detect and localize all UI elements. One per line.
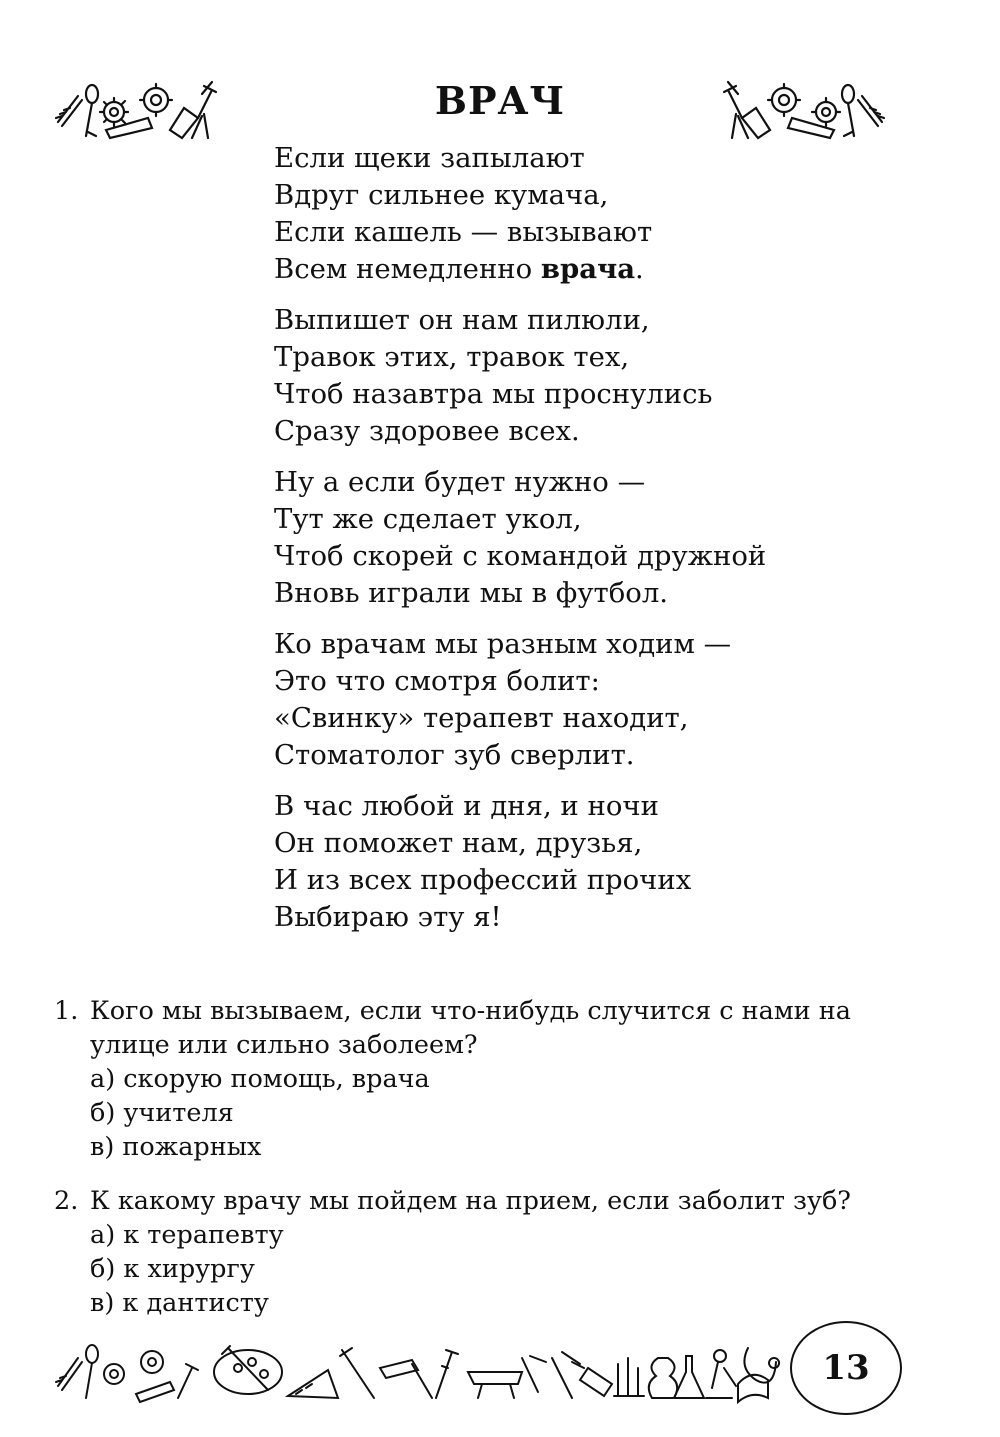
poem-line: И из всех профессий прочих [274, 864, 692, 896]
poem-line: Ко врачам мы разным ходим — [274, 628, 732, 660]
poem-line: Вновь играли мы в футбол. [274, 577, 669, 609]
poem-line: Он поможет нам, друзья, [274, 827, 643, 859]
answer-option: а) скорую помощь, врача [90, 1064, 430, 1094]
answer-option: б) учителя [90, 1098, 234, 1128]
questions [54, 994, 934, 1340]
poem-line: Это что смотря болит: [274, 665, 600, 697]
poem-line: Стоматолог зуб сверлит. [274, 739, 635, 771]
poem-line: Травок этих, травок тех, [274, 341, 630, 373]
question-number: 2. [54, 1186, 79, 1216]
answer-option: в) пожарных [90, 1132, 262, 1162]
answer-option: а) к терапевту [90, 1220, 284, 1250]
poem-line: Выбираю эту я! [274, 901, 502, 933]
poem-line-text: Всем немедленно [274, 253, 541, 285]
question-text [54, 994, 934, 1062]
poem-line: Вдруг сильнее кумача, [274, 179, 609, 211]
stanza [274, 788, 766, 936]
poem-line [274, 251, 766, 288]
stanza [274, 626, 766, 774]
poem-line: Чтоб назавтра мы проснулись [274, 378, 713, 410]
poem-line: «Свинку» терапевт находит, [274, 702, 689, 734]
question-body: К какому врачу мы пойдем на прием, если заболит зуб? [90, 1186, 851, 1216]
poem-line: Чтоб скорей с командой дружной [274, 540, 767, 572]
page-title: ВРАЧ [434, 78, 566, 123]
stanza [274, 140, 766, 288]
poem-bold-word: врача [540, 253, 636, 285]
poem-line: Если щеки запылают [274, 142, 585, 174]
question-number: 1. [54, 996, 79, 1026]
stanza [274, 302, 766, 450]
page-number: 13 [790, 1321, 902, 1415]
poem-line: Если кашель — вызывают [274, 216, 653, 248]
question-body: Кого мы вызываем, если что-нибудь случится с нами на улице или сильно заболеем? [90, 996, 851, 1060]
stanza [274, 464, 766, 612]
poem [274, 140, 766, 950]
answer-option: б) к хирургу [90, 1254, 255, 1284]
poem-line: В час любой и дня, и ночи [274, 790, 659, 822]
footer-tools-border-icon [52, 1328, 782, 1408]
question [54, 994, 934, 1164]
question [54, 1184, 934, 1320]
poem-line: Тут же сделает укол, [274, 503, 582, 535]
poem-line-punct: . [635, 253, 644, 285]
poem-line: Ну а если будет нужно — [274, 466, 646, 498]
answer-option: в) к дантисту [90, 1288, 269, 1318]
poem-line: Выпишет он нам пилюли, [274, 304, 650, 336]
question-text [54, 1184, 934, 1218]
poem-line: Сразу здоровее всех. [274, 415, 580, 447]
